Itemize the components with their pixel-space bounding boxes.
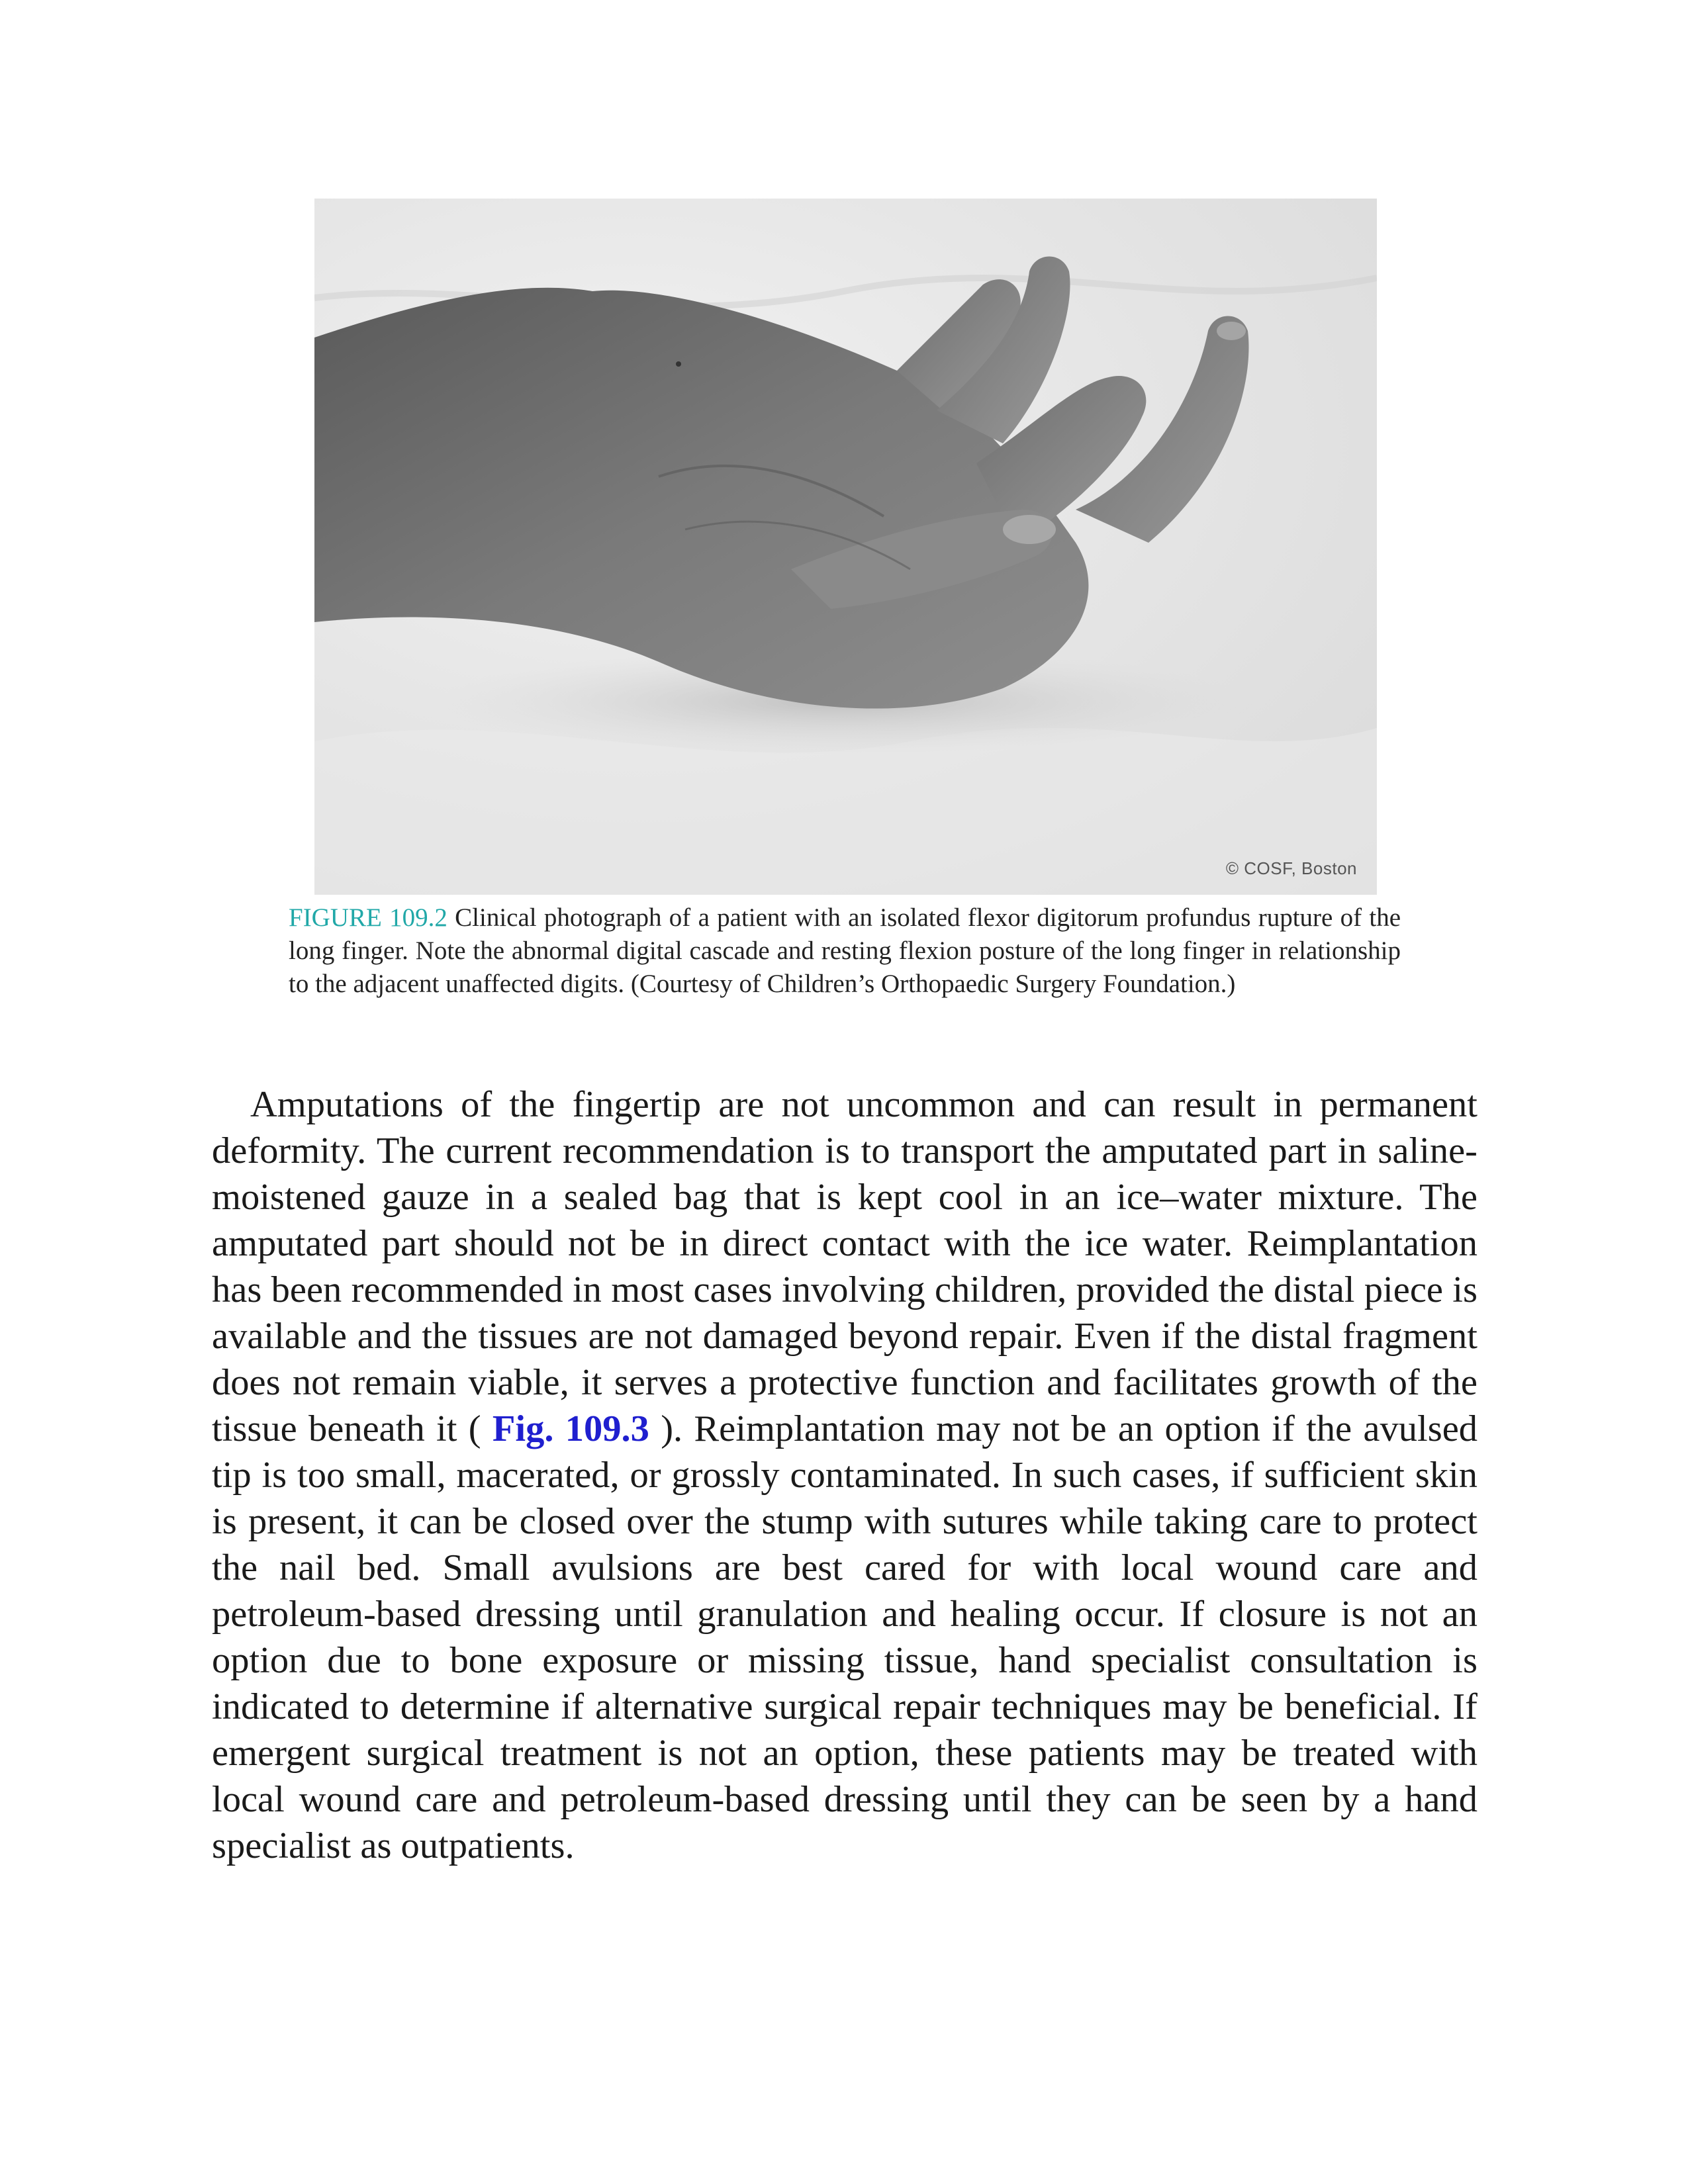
- hand-illustration: [314, 199, 1377, 895]
- figure-label: FIGURE 109.2: [289, 903, 447, 932]
- body-paragraph: [212, 1081, 1477, 1869]
- clinical-photograph: [314, 199, 1377, 895]
- body-text-before-link: Amputations of the fingertip are not uncommon and can result in permanent deformity. The current recommendation is to transport the amputated part in saline-moistened gauze in a sealed bag that is kept cool in an ice–water mixture. The amputated part should not be in direct contact with the ice water. Reimplantation has been recommended in most cases involving children, provided the distal piece is available and the tissues are not damaged beyond repair. Even if the distal fragment does not remain viable, it serves a protective function and facilitates growth of the tissue beneath it (: [212, 1084, 1477, 1449]
- photo-credit: © COSF, Boston: [1225, 858, 1357, 878]
- caption-text: Clinical photograph of a patient with an isolated flexor digitorum profundus rupture of the long finger. Note the abnormal digital cascade and resting flexion posture of the long finger in relationship to the adjacent unaffected digits. (Courtesy of Children’s Orthopaedic Surgery Foundation.): [289, 903, 1401, 998]
- figure-reference-link[interactable]: Fig. 109.3: [492, 1408, 649, 1449]
- body-text-after-link: ). Reimplantation may not be an option if the avulsed tip is too small, macerated, or grossly contaminated. In such cases, if sufficient skin is present, it can be closed over the stump with sutures while taking care to protect the nail bed. Small avulsions are best cared for with local wound care and petroleum-based dressing until granulation and healing occur. If closure is not an option due to bone exposure or missing tissue, hand specialist consultation is indicated to determine if alternative surgical repair techniques may be beneficial. If emergent surgical treatment is not an option, these patients may be treated with local wound care and petroleum-based dressing until they can be seen by a hand specialist as outpatients.: [212, 1408, 1478, 1866]
- figure-caption: [289, 901, 1401, 1001]
